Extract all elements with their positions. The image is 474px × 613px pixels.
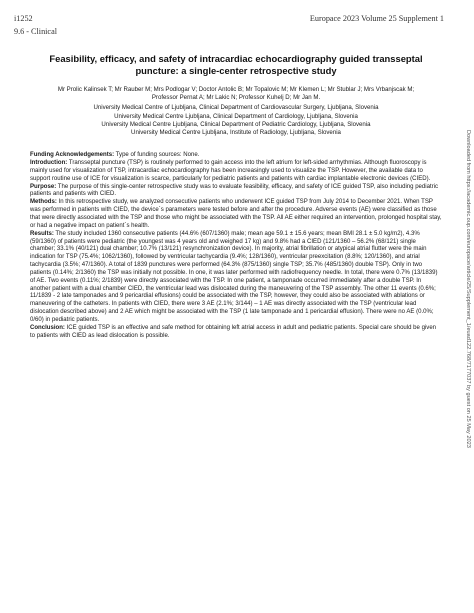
results-text: The study included 1360 consecutive patients (44.6% (607/1360) male; mean age 59.1 ± 15.6 years; mean BMI 28.1 ± 5.0 kg/m2), 4.3% (59/1360) of patients were pediatric (the youngest was 4 years old and weighed 17 kg) and 9.8% had a CIED (121/1360 – 56.2% (68/121) single chamber; 33.1% (40/121) dual chamber; 10.7% (13/121) resynchronization device). In majority, atrial fibrillation or atypical atrial flutter were the main indication for TSP (75.4%; 1062/1360), followed by ventricular tachycardia (9.4%; 128/1360), ventricular preexcitation (8.8%; 120/1360), and atrial tachycardia (3.5%; 47/1360). A total of 1839 punctures were performed (64.3% (875/1360) single TSP; 35.7% (485/1360) double TSP). Only in two patients (0.14%; 2/1360) the TSP was initially not possible. In one, it was later performed with radiofrequency needle. In total, there were 0.7% (13/1839) of AE. Two events (0.11%; 2/1839) were directly associated with the TSP. In one patient, a tamponade occurred immediately after a double TSP. In another patient with a dual chamber CIED, the ventricular lead was dislocated during the maneuvering of the TSP assembly. The other 11 events (0.6%; 11/1839 - 2 late tamponades and 9 pericardial effusions) could be associated with the TSP, however, they could also be associated with ablations or maneuvering of the catheters. In patients with CIED, there were 3 AE (2.1%; 3/144) – 1 AE was directly associated with the TSP (ventricular lead dislocation described above) and 2 AE which might be associated with the TSP (1 late tamponade and 1 pericardial effusion). There were no AE (0.0%; 0/60) in pediatric patients. bbox=[30, 230, 438, 323]
methods-paragraph bbox=[30, 199, 442, 230]
affiliation: University Medical Centre Ljubljana, Institute of Radiology, Ljubljana, Slovenia bbox=[131, 129, 341, 137]
conclusion-label: Conclusion: bbox=[30, 324, 65, 331]
article-title bbox=[30, 53, 442, 77]
purpose-paragraph bbox=[30, 184, 442, 200]
download-stamp-text: Downloaded from https://academic.oup.com/europace/article/25/Supplement_1/euad122.768/7177037 by guest on 25 May 2023 bbox=[465, 130, 471, 448]
conclusion-text: ICE guided TSP is an effective and safe method for obtaining left atrial access in adult and pediatric patients. Special care should be given to patients with CIED as lead dislocation is possible. bbox=[30, 324, 437, 339]
journal-title: Europace 2023 Volume 25 Supplement 1 bbox=[309, 14, 444, 23]
methods-text: In this retrospective study, we analyzed consecutive patients who underwent ICE guided TSP from July 2014 to December 2021. When TSP was performed in patients with CIED, the device´s parameters were tested before and after the procedure. Adverse events (AE) were classified as those that were directly associated with the TSP and those who might be associated with the TSP. All AE either required an intervention, prolonged hospital stay, or had a negative impact on patient´s health. bbox=[30, 199, 442, 229]
introduction-paragraph bbox=[30, 160, 442, 184]
section-label: 9.6 - Clinical bbox=[14, 27, 57, 36]
introduction-text: Transseptal puncture (TSP) is routinely performed to gain access into the left atrium for left-sided arrhythmias. Although fluoroscopy is mainly used for visualization of TSP, intracardiac echocardiography has been increasingly used to visualize the TSP. However, the available data to support routine use of ICE for visualization is scarce, particularly for pediatric patients and patients with cardiac implantable electronic devices (CIED). bbox=[30, 160, 431, 182]
authors-line-1: Mr Prolic Kalinsek T; Mr Rauber M; Mrs Podlogar V; Doctor Antolic B; Mr Topalovic M; Mr Klemen L; Mr Stublar J; Mrs Vrbanjscak M; bbox=[57, 86, 415, 93]
purpose-text: The purpose of this single-center retrospective study was to evaluate feasibility, efficacy, and safety of ICE guided TSP, also including pediatric patients and patients with CIED. bbox=[30, 183, 439, 198]
title-line-2: puncture: a single-center retrospective study bbox=[135, 65, 337, 76]
results-label: Results: bbox=[30, 230, 54, 237]
affiliation: University Medical Centre Ljubljana, Clinical Department of Cardiology, Ljubljana, Slovenia bbox=[114, 112, 358, 120]
affiliation: University Medical Centre Ljubljana, Clinical Department of Pediatric Cardiology, Ljubljana, Slovenia bbox=[101, 120, 371, 128]
title-line-1: Feasibility, efficacy, and safety of intracardiac echocardiography guided transseptal bbox=[49, 53, 423, 64]
introduction-label: Introduction: bbox=[30, 160, 68, 167]
funding-text: Type of funding sources: None. bbox=[114, 152, 200, 159]
abstract bbox=[30, 53, 442, 340]
page-number: i1252 bbox=[14, 14, 33, 23]
download-stamp bbox=[462, 130, 472, 550]
funding-label: Funding Acknowledgements: bbox=[30, 152, 115, 159]
author-list bbox=[30, 86, 442, 102]
affiliation-list bbox=[30, 104, 442, 137]
results-paragraph bbox=[30, 231, 442, 325]
funding-paragraph bbox=[30, 152, 442, 160]
abstract-body bbox=[30, 152, 442, 340]
affiliation: University Medical Centre of Ljubljana, Clinical Department of Cardiovascular Surgery, Ljubljana, Slovenia bbox=[93, 104, 379, 112]
authors-line-2: Professor Pernat A; Mr Lakic N; Professor Kuhelj D; Mr Jan M. bbox=[151, 94, 321, 102]
methods-label: Methods: bbox=[30, 199, 57, 206]
conclusion-paragraph bbox=[30, 325, 442, 341]
page-header bbox=[14, 14, 444, 28]
purpose-label: Purpose: bbox=[30, 183, 57, 190]
